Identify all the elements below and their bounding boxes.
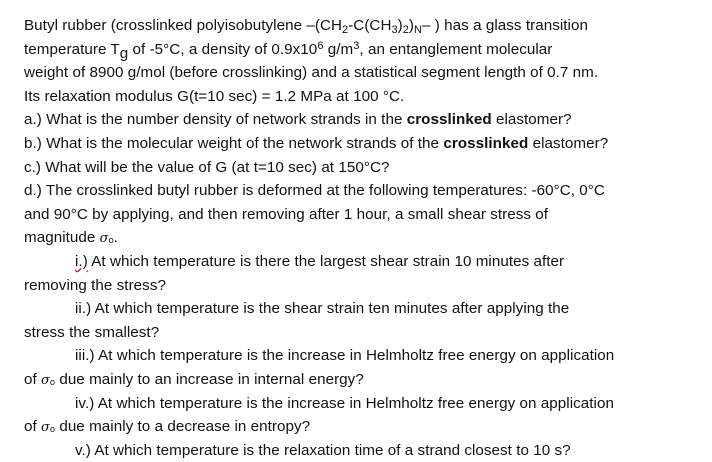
intro-text: – ) has a glass transition [422,17,588,34]
superscript: 6 [317,39,324,52]
question-text: magnitude [24,229,100,247]
intro-text: g/m [323,40,354,58]
intro-line-3: weight of 8900 g/mol (before crosslinking) and a statistical segment length of 0.7 nm. [24,64,599,82]
question-text: elastomer? [528,134,609,152]
question-text: . [113,229,118,247]
question-a [24,108,696,132]
intro-text: temperature T [24,40,120,58]
emphasis: crosslinked [443,134,529,152]
question-ii-line-2: stress the smallest? [24,323,160,341]
question-text: due mainly to an increase in internal energy? [55,370,364,388]
question-i-line-1 [24,250,696,274]
intro-text: ) [397,17,403,34]
subscript: 2 [342,24,349,36]
question-text: of [24,418,42,436]
question-text: b.) What is the molecular weight of the network strands of the [24,134,444,152]
intro-line-2 [24,38,696,62]
question-text: of [24,370,42,388]
question-text: a.) What is the number density of network strands in the [24,111,407,129]
question-c: c.) What will be the value of G (at t=10 sec) at 150°C? [24,158,390,176]
superscript: 3 [353,39,360,52]
question-iii-line-1: iii.) At which temperature is the increase in Helmholtz free energy on application [75,347,615,365]
subscript: o [49,376,56,387]
subscript: 3 [391,24,398,36]
intro-text: Butyl rubber (crosslinked polyisobutylene –(CH [24,17,343,34]
question-text: elastomer? [491,111,572,129]
intro-text: , an entanglement molecular [359,40,553,58]
subscript: N [414,24,423,36]
sigma-symbol: σ [99,231,109,247]
intro-text: -C(CH [348,17,392,34]
sigma-symbol: σ [41,372,50,388]
intro-text: ) [408,17,415,34]
intro-line-4: Its relaxation modulus G(t=10 sec) = 1.2 MPa at 100 °C. [24,87,405,105]
subscript: g [119,44,129,62]
question-iv-line-1: iv.) At which temperature is the increase in Helmholtz free energy on application [75,394,614,412]
question-d-line-2: and 90°C by applying, and then removing after 1 hour, a small shear stress of [24,205,549,223]
question-i-line-2: removing the stress? [24,276,166,294]
question-d-line-1: d.) The crosslinked butyl rubber is deformed at the following temperatures: -60°C, 0°C [24,182,605,200]
question-iv-line-2 [24,415,696,439]
question-b [24,132,696,156]
question-ii-line-1: ii.) At which temperature is the shear strain ten minutes after applying the [75,300,570,318]
intro-text: of -5°C, a density of 0.9x10 [128,40,318,58]
sigma-symbol: σ [41,420,50,436]
intro-line-1 [24,14,696,38]
subscript: 2 [402,24,409,36]
question-v: v.) At which temperature is the relaxation time of a strand closest to 10 s? [75,441,571,459]
spellcheck-marked-text: i.) [75,252,88,270]
subscript: o [108,235,114,246]
question-text: due mainly to a decrease in entropy? [55,418,311,436]
subscript: o [49,424,56,435]
question-text: At which temperature is there the largest shear strain 10 minutes after [87,252,565,270]
question-iii-line-2 [24,368,696,392]
problem-text [24,14,696,462]
question-d-line-3 [24,226,696,250]
emphasis: crosslinked [406,111,492,129]
